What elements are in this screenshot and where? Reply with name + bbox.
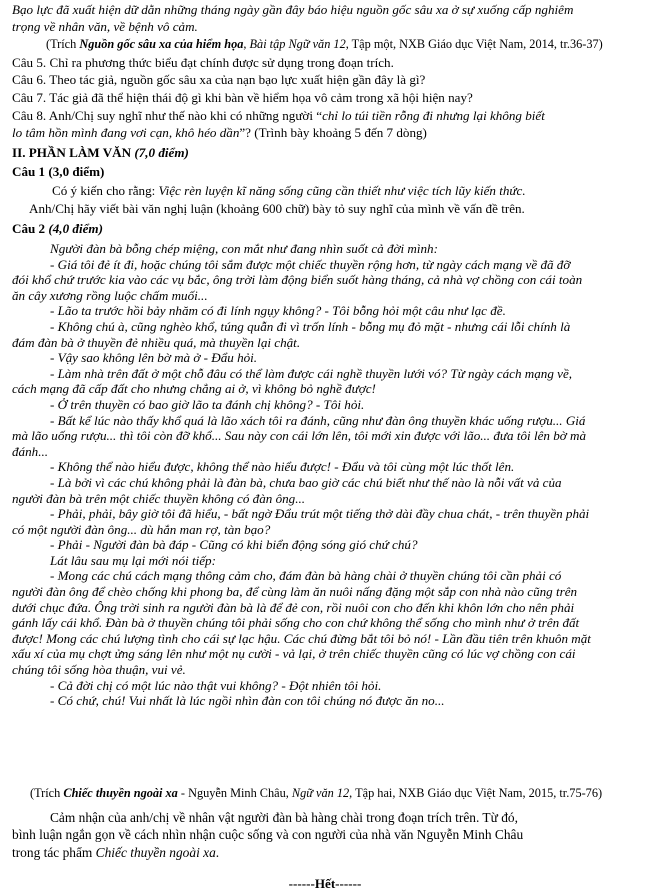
excerpt-line: - Cả đời chị có một lúc nào thật vui không? - Đột nhiên tôi hỏi. — [50, 677, 382, 693]
cau-1-task: Anh/Chị hãy viết bài văn nghị luận (khoảng 600 chữ) bày tỏ suy nghĩ của mình về vấn đề trên. — [29, 201, 525, 216]
citation-1: (Trích Nguồn gốc sâu xa của hiểm họa, Bài tập Ngữ văn 12, Tập một, NXB Giáo dục Việt Nam, 2014, tr.36-37) — [46, 37, 603, 51]
excerpt-line: ăn cây xương rồng luộc chấm muối... — [12, 287, 208, 303]
excerpt-line: - Không thể nào hiểu được, không thể nào hiểu được! - Đẩu và tôi cùng một lúc thốt lên. — [50, 459, 515, 475]
end-mark: ------Hết------ — [288, 876, 362, 891]
excerpt-line: gánh lấy cái khổ. Đàn bà ở thuyền chúng tôi phải sống cho con chứ không thể sống cho mình như ở trên đất — [12, 615, 580, 631]
excerpt-line: đói khổ chứ trước kia vào các vụ bắc, ông trời làm động biển suốt hàng tháng, cả nhà vợ chồng con cái toàn — [12, 272, 583, 288]
excerpt-line: cách mạng đã cấp đất cho nhưng chẳng ai ở, vì không bỏ nghề được! — [12, 381, 376, 397]
question-5: Câu 5. Chỉ ra phương thức biểu đạt chính được sử dụng trong đoạn trích. — [12, 55, 394, 70]
excerpt-line: - Là bởi vì các chú không phải là đàn bà, chưa bao giờ các chú biết như thế nào là nỗi vất vả của — [50, 474, 562, 490]
excerpt-line: có một người đàn ông... dù hắn man rợ, tàn bạo? — [12, 521, 271, 537]
excerpt-line: - Vậy sao không lên bờ mà ở - Đẩu hỏi. — [50, 350, 258, 366]
citation-2: (Trích Chiếc thuyền ngoài xa - Nguyễn Minh Châu, Ngữ văn 12, Tập hai, NXB Giáo dục Việt Nam, 2015, tr.75-76) — [30, 786, 603, 800]
excerpt-line: - Giá tôi đẻ ít đi, hoặc chúng tôi sắm được một chiếc thuyền rộng hơn, từ ngày cách mạng về đã đỡ — [50, 256, 571, 272]
final-task-line-2: bình luận ngắn gọn về cách nhìn nhận cuộc sống và con người của nhà văn Nguyễn Minh Châu — [12, 827, 524, 843]
excerpt-line: được! Mong các chú lượng tình cho cái sự lạc hậu. Các chú đừng bắt tôi bỏ nó! - Lần đầu tiên trên khuôn mặt — [12, 630, 591, 646]
intro-tail-line-2: trọng về nhân văn, về bệnh vô cảm. — [12, 19, 198, 34]
excerpt-line: - Ở trên thuyền có bao giờ lão ta đánh chị không? - Tôi hỏi. — [50, 396, 365, 412]
cau-1-title: Câu 1 (3,0 điểm) — [12, 164, 105, 179]
excerpt-line: đánh... — [12, 443, 49, 459]
excerpt-line: Lát lâu sau mụ lại mới nói tiếp: — [50, 552, 216, 568]
final-task — [12, 809, 638, 861]
final-task-line-1: Cảm nhận của anh/chị về nhân vật người đàn bà hàng chài trong đoạn trích trên. Từ đó, — [50, 810, 518, 825]
excerpt — [12, 241, 638, 709]
excerpt-line: - Bất kể lúc nào thấy khổ quá là lão xách tôi ra đánh, cũng như đàn ông thuyền khác uống rượu... Giá — [50, 412, 586, 428]
final-task-line-3: trong tác phẩm Chiếc thuyền ngoài xa. — [12, 844, 220, 860]
excerpt-line: mà lão uống rượu... thì tôi còn đỡ khổ... Sau này con cái lớn lên, tôi mới xin được với lão... đưa tôi lên bờ mà — [12, 428, 587, 444]
excerpt-line: - Không chú à, cũng nghèo khổ, túng quẫn đi vì trốn lính - bỗng mụ đỏ mặt - nhưng cái lỗi chính là — [50, 318, 571, 334]
excerpt-line: - Phải, phải, bây giờ tôi đã hiểu, - bất ngờ Đẩu trút một tiếng thở dài đầy chua chát, - trên thuyền phải — [50, 506, 590, 522]
question-6: Câu 6. Theo tác giả, nguồn gốc sâu xa của nạn bạo lực xuất hiện gần đây là gì? — [12, 72, 426, 87]
excerpt-line: người đàn ông để chèo chống khi phong ba, để cùng làm ăn nuôi nấng đặng một sắp con nhà nào cũng trên — [12, 584, 578, 600]
cau-1-prompt: Có ý kiến cho rằng: Việc rèn luyện kĩ năng sống cũng cần thiết như việc tích lũy kiến thức. — [52, 183, 526, 198]
excerpt-line: đám đàn bà ở thuyền đẻ nhiều quá, mà thuyền lại chật. — [12, 334, 301, 350]
excerpt-line: - Làm nhà trên đất ở một chỗ đâu có thể làm được cái nghề thuyền lưới vó? Từ ngày cách mạng về, — [50, 365, 573, 381]
question-8-line-2: lo tâm hồn mình đang vơi cạn, khô héo dần”? (Trình bày khoảng 5 đến 7 dòng) — [12, 125, 427, 140]
question-7: Câu 7. Tác giả đã thể hiện thái độ gì khi bàn về hiểm họa vô cảm trong xã hội hiện nay? — [12, 90, 473, 105]
section-2-heading: II. PHẦN LÀM VĂN (7,0 điểm) — [12, 145, 189, 160]
intro-tail-line-1: Bạo lực đã xuất hiện dữ dằn những tháng ngày gần đây báo hiệu nguồn gốc sâu xa ở sự xuống cấp nghiêm — [12, 2, 574, 17]
question-8-line-1: Câu 8. Anh/Chị suy nghĩ như thế nào khi có những người “chỉ lo túi tiền rỗng đi nhưng lại không biết — [12, 108, 545, 123]
cau-2-title: Câu 2 (4,0 điểm) — [12, 221, 103, 236]
excerpt-line: chúng tôi sống hòa thuận, vui vẻ. — [12, 662, 186, 678]
excerpt-line: Người đàn bà bỗng chép miệng, con mắt như đang nhìn suốt cả đời mình: — [50, 241, 438, 256]
excerpt-line: xấu xí của mụ chợt ửng sáng lên như một nụ cười - vả lại, ở trên chiếc thuyền cũng có lúc vợ chồng con cái — [12, 646, 576, 662]
excerpt-line: - Phải - Người đàn bà đáp - Cũng có khi biển động sóng gió chứ chú? — [50, 537, 418, 553]
excerpt-line: - Lão ta trước hồi bảy nhăm có đi lính ngụy không? - Tôi bỗng hỏi một câu như lạc đề. — [50, 303, 506, 319]
excerpt-line: dưới chục đứa. Ông trời sinh ra người đàn bà là để đẻ con, rồi nuôi con cho đến khi khôn lớn cho nên phải — [12, 599, 575, 615]
excerpt-line: - Mong các chú cách mạng thông cảm cho, đám đàn bà hàng chài ở thuyền chúng tôi cần phải có — [50, 568, 562, 584]
excerpt-line: người đàn bà trên một chiếc thuyền không có đàn ông... — [12, 490, 306, 506]
excerpt-line: - Có chứ, chú! Vui nhất là lúc ngồi nhìn đàn con tôi chúng nó được ăn no... — [50, 693, 445, 709]
